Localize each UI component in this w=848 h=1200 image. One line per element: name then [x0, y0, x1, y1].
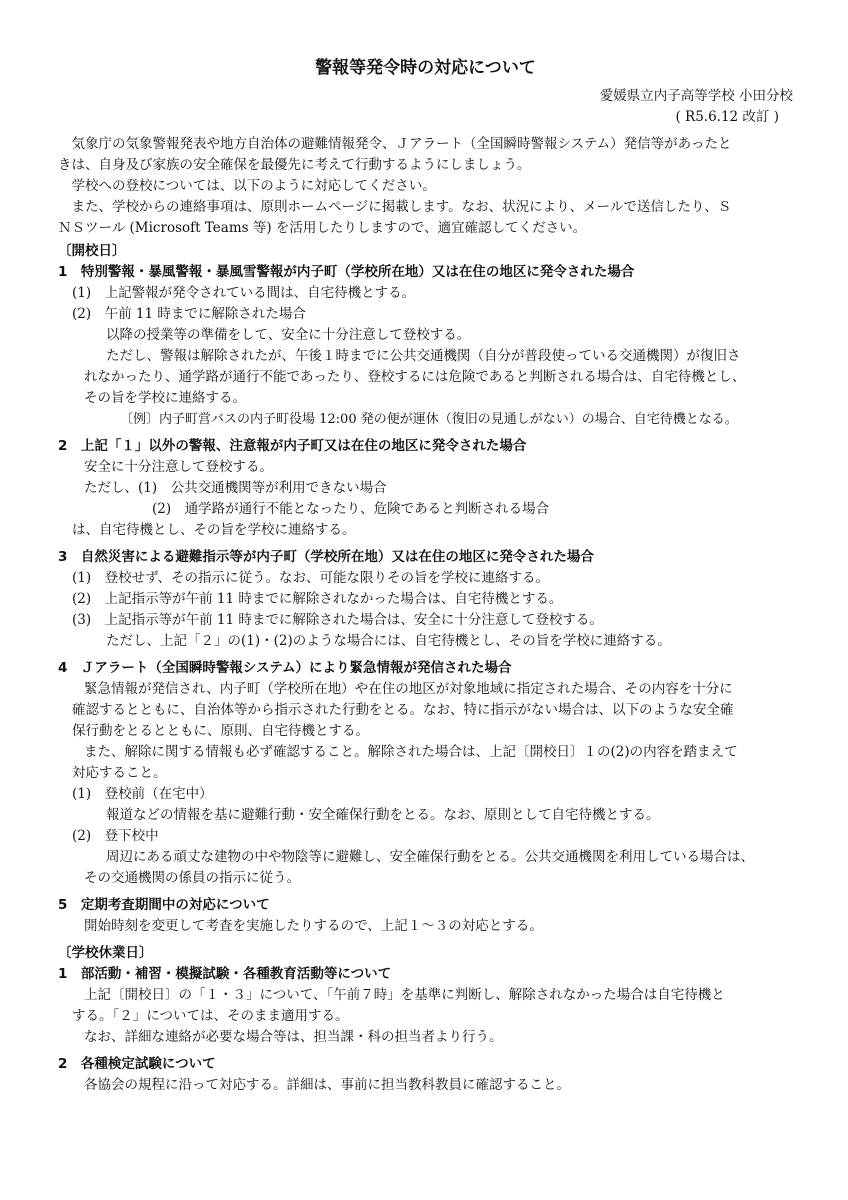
section-3-heading: 3 自然災害による避難指示等が内子町（学校所在地）又は在住の地区に発令された場合 — [58, 549, 594, 565]
holiday-section-1-line: する。「２」については、そのまま適用する。 — [72, 1008, 349, 1024]
section-1-item-2: (2) 午前 11 時までに解除された場合 — [72, 306, 306, 322]
section-3-item-2: (2) 上記指示等が午前 11 時までに解除されなかった場合は、自宅待機とする。 — [72, 591, 563, 607]
section-1-item-1: (1) 上記警報が発令されている間は、自宅待機とする。 — [72, 285, 416, 301]
intro-line: 気象庁の気象警報発表や地方自治体の避難情報発令、Ｊアラート（全国瞬時警報システム）発信等があったと — [58, 136, 732, 152]
section-2-line: ただし、(1) 公共交通機関等が利用できない場合 — [84, 480, 387, 496]
holiday-section-2-line: 各協会の規程に沿って対応する。詳細は、事前に担当教科教員に確認すること。 — [84, 1077, 570, 1093]
section-3-line: ただし、上記「２」の(1)・(2)のような場合には、自宅待機とし、その旨を学校に連絡する。 — [106, 633, 671, 649]
intro-line: きは、自身及び家族の安全確保を最優先に考えて行動するようにしましょう。 — [58, 157, 531, 173]
section-2-line: 安全に十分注意して登校する。 — [84, 459, 273, 475]
document-page — [58, 56, 793, 1096]
section-5-line: 開始時刻を変更して考査を実施したりするので、上記１～３の対応とする。 — [84, 918, 543, 934]
section-4-line: その交通機関の係員の指示に従う。 — [84, 870, 300, 886]
section-4-item-2: (2) 登下校中 — [72, 828, 159, 844]
intro-line: また、学校からの連絡事項は、原則ホームページに掲載します。なお、状況により、メールで送信したり、Ｓ — [58, 199, 732, 215]
section-4-line: また、解除に関する情報も必ず確認すること。解除された場合は、上記〔開校日〕１の(2)の内容を踏まえて — [84, 744, 738, 760]
section-4-line: 保行動をとるとともに、原則、自宅待機とする。 — [72, 723, 369, 739]
section-1-line: ただし、警報は解除されたが、午後１時までに公共交通機関（自分が普段使っている交通機関）が復旧さ — [106, 348, 741, 364]
holiday-section-2-heading: 2 各種検定試験について — [58, 1056, 216, 1072]
section-1-line: れなかったり、通学路が通行不能であったり、登校するには危険であると判断される場合は、自宅待機とし、 — [84, 369, 746, 385]
section-4-line: 緊急情報が発信され、内子町（学校所在地）や在住の地区が対象地域に指定された場合、その内容を十分に — [84, 681, 733, 697]
holiday-section-1-heading: 1 部活動・補習・模擬試験・各種教育活動等について — [58, 966, 392, 982]
section-1-line: その旨を学校に連絡する。 — [84, 390, 246, 406]
intro-paragraph — [58, 134, 793, 239]
section-3-item-1: (1) 登校せず、その指示に従う。なお、可能な限りその旨を学校に連絡する。 — [72, 570, 550, 586]
document-title: 警報等発令時の対応について — [315, 58, 536, 78]
holiday-section-1-line: 上記〔開校日〕の「１・３」について、「午前７時」を基準に判断し、解除されなかった場合は自宅待機と — [84, 987, 725, 1003]
school-name: 愛媛県立内子高等学校 小田分校 — [599, 88, 793, 104]
school-day-heading: 〔開校日〕 — [58, 243, 126, 259]
section-2-heading: 2 上記「１」以外の警報、注意報が内子町又は在住の地区に発令された場合 — [58, 438, 527, 454]
intro-line: 学校への登校については、以下のように対応してください。 — [58, 178, 436, 194]
section-5-heading: 5 定期考査期間中の対応について — [58, 897, 270, 913]
intro-line: ＮＳツール (Microsoft Teams 等) を活用したりしますので、適宜確認してください。 — [58, 220, 587, 236]
holiday-heading: 〔学校休業日〕 — [58, 945, 153, 961]
section-4-line: 周辺にある頑丈な建物の中や物陰等に避難し、安全確保行動をとる。公共交通機関を利用している場合は、 — [106, 849, 754, 865]
revision-date: ( R5.6.12 改訂 ) — [675, 109, 779, 125]
section-3-item-3: (3) 上記指示等が午前 11 時までに解除された場合は、安全に十分注意して登校する。 — [72, 612, 603, 628]
section-1-example: 〔例〕内子町営バスの内子町役場 12:00 発の便が運休（復旧の見通しがない）の場合、自宅待機となる。 — [120, 412, 738, 427]
section-4-item-1: (1) 登校前（在宅中） — [72, 786, 213, 802]
section-1-heading: 1 特別警報・暴風警報・暴風雪警報が内子町（学校所在地）又は在住の地区に発令された場合 — [58, 264, 635, 280]
section-4-line: 報道などの情報を基に避難行動・安全確保行動をとる。なお、原則として自宅待機とする。 — [106, 807, 660, 823]
section-2-line: は、自宅待機とし、その旨を学校に連絡する。 — [72, 522, 356, 538]
section-4-line: 対応すること。 — [72, 765, 167, 781]
holiday-section-1-line: なお、詳細な連絡が必要な場合等は、担当課・科の担当者より行う。 — [84, 1029, 503, 1045]
section-2-line: (2) 通学路が通行不能となったり、危険であると判断される場合 — [152, 501, 550, 517]
section-1-line: 以降の授業等の準備をして、安全に十分注意して登校する。 — [106, 327, 471, 343]
section-4-heading: 4 Ｊアラート（全国瞬時警報システム）により緊急情報が発信された場合 — [58, 660, 512, 676]
section-4-line: 確認するとともに、自治体等から指示された行動をとる。なお、特に指示がない場合は、以下のような安全確 — [72, 702, 734, 718]
